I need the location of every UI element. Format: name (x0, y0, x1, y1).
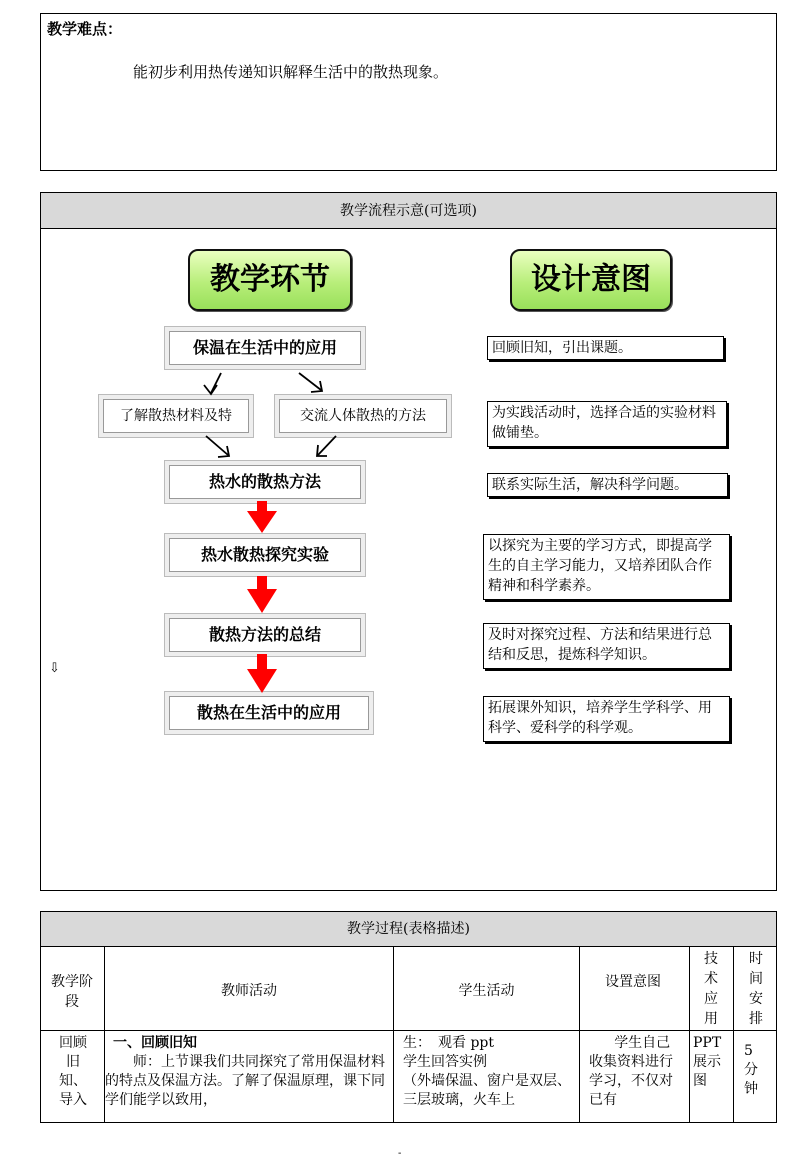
left-title: 教学环节 (188, 249, 352, 311)
step-4: 散热方法的总结 (169, 618, 361, 652)
note-5: 及时对探究过程、方法和结果进行总结和反思，提炼科学知识。 (483, 623, 730, 669)
table-header: 教学过程(表格描述) (41, 912, 776, 947)
red-arrows (247, 501, 277, 693)
flow-diagram-box (40, 192, 777, 891)
row1-student-line2: 学生回答实例 (403, 1054, 487, 1070)
row1-time: 5分钟 (744, 1043, 758, 1097)
difficulty-text: 能初步利用热传递知识解释生活中的散热现象。 (133, 63, 449, 81)
note-4: 以探究为主要的学习方式，即提高学生的自主学习能力，又培养团队合作精神和科学素养。 (483, 534, 730, 600)
th-teacher: 教师活动 (221, 983, 277, 999)
note-3: 联系实际生活，解决科学问题。 (487, 473, 728, 497)
col-line-5 (733, 947, 734, 1122)
page-mark: - (398, 1148, 402, 1159)
row1-student-line1: 生： 观看 ppt (403, 1035, 494, 1051)
step-1: 保温在生活中的应用 (169, 331, 361, 365)
note-2: 为实践活动时，选择合适的实验材料做铺垫。 (487, 401, 727, 447)
down-arrow-symbol: ⇩ (49, 661, 60, 676)
row1-teacher-heading: 一、回顾旧知 (113, 1035, 197, 1051)
process-table (40, 911, 777, 1123)
step-3: 热水散热探究实验 (169, 538, 361, 572)
row-divider (41, 1030, 776, 1031)
row1-student-text: （外墙保温、窗户是双层、三层玻璃，火车上 (403, 1073, 571, 1108)
right-title: 设计意图 (510, 249, 672, 311)
red-arrow-3 (247, 654, 277, 693)
th-intent: 设置意图 (605, 974, 661, 990)
th-tech: 技术应用 (704, 951, 718, 1027)
substep-2: 交流人体散热的方法 (279, 399, 447, 433)
arrow-black-1 (211, 373, 221, 393)
red-arrow-1 (247, 501, 277, 533)
col-line-2 (393, 947, 394, 1122)
row1-stage: 回顾旧知、导入 (59, 1035, 87, 1108)
red-arrow-2 (247, 576, 277, 613)
col-line-4 (689, 947, 690, 1122)
note-1: 回顾旧知，引出课题。 (487, 336, 724, 360)
col-line-3 (579, 947, 580, 1122)
arrow-black-1-head (204, 385, 217, 394)
arrow-black-3 (206, 436, 228, 455)
step-2: 热水的散热方法 (169, 465, 361, 499)
th-student: 学生活动 (458, 983, 515, 999)
row1-teacher-text: 师：上节课我们共同探究了常用保温材料的特点及保温方法。了解了保温原理，课下同学们能学以致用， (105, 1054, 385, 1108)
th-stage: 教学阶段 (51, 974, 93, 1010)
row1-intent: 学生自己收集资料进行学习，不仅对已有 (589, 1035, 673, 1108)
flow-header: 教学流程示意(可选项) (41, 193, 776, 229)
substep-1: 了解散热材料及特 (103, 399, 249, 433)
note-6: 拓展课外知识，培养学生学科学、用科学、爱科学的科学观。 (483, 696, 730, 742)
arrow-black-2 (299, 373, 321, 390)
step-5: 散热在生活中的应用 (169, 696, 369, 730)
th-time: 时间安排 (749, 951, 763, 1027)
difficulty-box (40, 13, 777, 171)
arrow-black-4 (318, 436, 336, 455)
row1-tech: PPT展示图 (693, 1035, 722, 1089)
difficulty-label: 教学难点： (47, 20, 123, 38)
